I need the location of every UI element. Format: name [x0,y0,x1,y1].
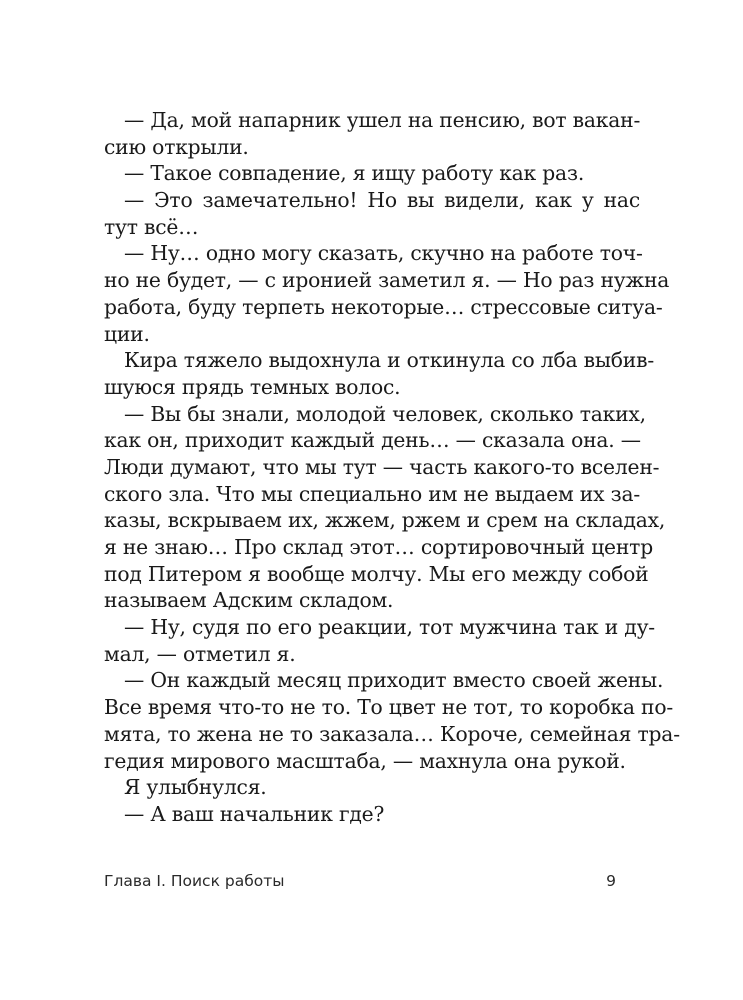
text-line: — Он каждый месяц приходит вместо своей жены. [124,668,664,693]
text-line: мята, то жена не то заказала… Короче, семейная тра- [104,721,680,746]
text-line: под Питером я вообще молчу. Мы его между собой [104,561,649,586]
text-line: — Ну… одно могу сказать, скучно на работе точ- [124,241,643,266]
text-line: называем Адским складом. [104,588,394,613]
text-line: — А ваш начальник где? [124,801,385,826]
text-line: мал, — отметил я. [104,641,296,666]
text-line: Все время что-то не то. То цвет не тот, то коробка по- [104,695,673,720]
text-line: Кира тяжело выдохнула и откинула со лба выбив- [124,348,654,373]
text-line: — Такое совпадение, я ищу работу как раз. [124,161,585,186]
text-line: ского зла. Что мы специально им не выдаем их за- [104,481,640,506]
text-line: казы, вскрываем их, жжем, ржем и срем на складах, [104,508,666,533]
text-line: — Ну, судя по его реакции, тот мужчина так и ду- [124,615,655,640]
text-line: гедия мирового масштаба, — махнула она рукой. [104,748,626,773]
text-line: работа, буду терпеть некоторые… стрессовые ситуа- [104,294,663,319]
text-line: сию открыли. [104,134,249,159]
text-line: но не будет, — с иронией заметил я. — Но раз нужна [104,268,670,293]
text-line: Люди думают, что мы тут — часть какого-то вселен- [104,454,660,479]
text-line: я не знаю… Про склад этот… сортировочный центр [104,535,653,559]
text-line: — Вы бы знали, молодой человек, сколько таких, [124,401,646,426]
text-line: как он, приходит каждый день… — сказала она. — [104,428,641,453]
text-line: Я улыбнулся. [124,775,267,800]
text-line: тут всё… [104,214,199,239]
text-line: шуюся прядь темных волос. [104,374,401,399]
text-line: — Да, мой напарник ушел на пенсию, вот вакан- [124,108,641,132]
page-body-text [104,107,680,828]
text-line: — Это замечательно! Но вы видели, как у нас [124,188,640,213]
page-number: 9 [606,872,616,890]
text-line: ции. [104,321,150,346]
running-footer-chapter-title: Глава I. Поиск работы [104,872,285,890]
